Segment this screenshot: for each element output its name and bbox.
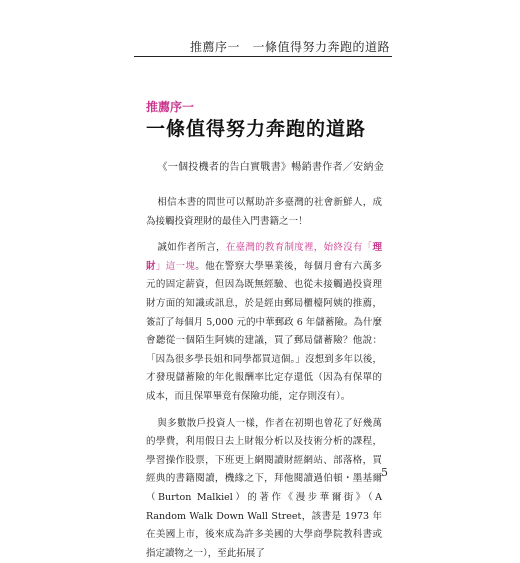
paragraph-2-lead: 誠如作者所言，	[157, 242, 226, 254]
highlight-text-end: 」這一塊	[155, 260, 196, 272]
body-text	[146, 194, 382, 563]
chapter-title: 一條值得努力奔跑的道路	[146, 118, 367, 140]
highlight-keyword: 理財	[146, 242, 382, 272]
paragraph-3: 與多數散戶投資人一樣，作者在初期也曾花了好幾萬的學費，利用假日去上財報分析以及技術分析的課程，學習操作股票，下班更上網閱讀財經網站、部落格，買經典的書籍閱讀，機緣之下，拜他閱讀過伯頓・墨基爾（Burton Malkiel）的著作《漫步華爾街》（A Random Walk Down Wall Street，該書是 1973 年在美國上市，後來成為許多美國的大學商學院教科書或指定讀物之一），至此拓展了	[146, 417, 382, 559]
paragraph-2-rest: 。他在警察大學畢業後，每個月會有六萬多元的固定薪資，但因為既無經驗、也從未接觸過投資理財方面的知識或訊息，於是經由郵局櫃檯阿姨的推薦，簽訂了每個月 5,000 元的中華郵政 6 年儲蓄險。為什麼會聽從一個陌生阿姨的建議，買了郵局儲蓄險？他說：「因為很多學長姐和同學都買這個。」沒想到多年以後，才發現儲蓄險的年化報酬率比定存還低（因為有保單的成本，而且保單畢竟有保險功能，定存則沒有）。	[146, 260, 382, 402]
page-number: 5	[381, 466, 388, 479]
paragraph-1: 相信本書的問世可以幫助許多臺灣的社會新鮮人，成為接觸投資理財的最佳入門書籍之一！	[146, 197, 382, 227]
highlight-text: 在臺灣的教育制度裡，始終沒有「	[225, 242, 373, 254]
chapter-byline: 《一個投機者的告白實戰書》暢銷書作者／安納金	[157, 162, 384, 173]
paragraph-2	[146, 239, 382, 406]
chapter-label: 推薦序一	[146, 100, 195, 114]
header-rule	[134, 56, 392, 57]
running-header: 推薦序一 一條值得努力奔跑的道路	[189, 40, 390, 54]
